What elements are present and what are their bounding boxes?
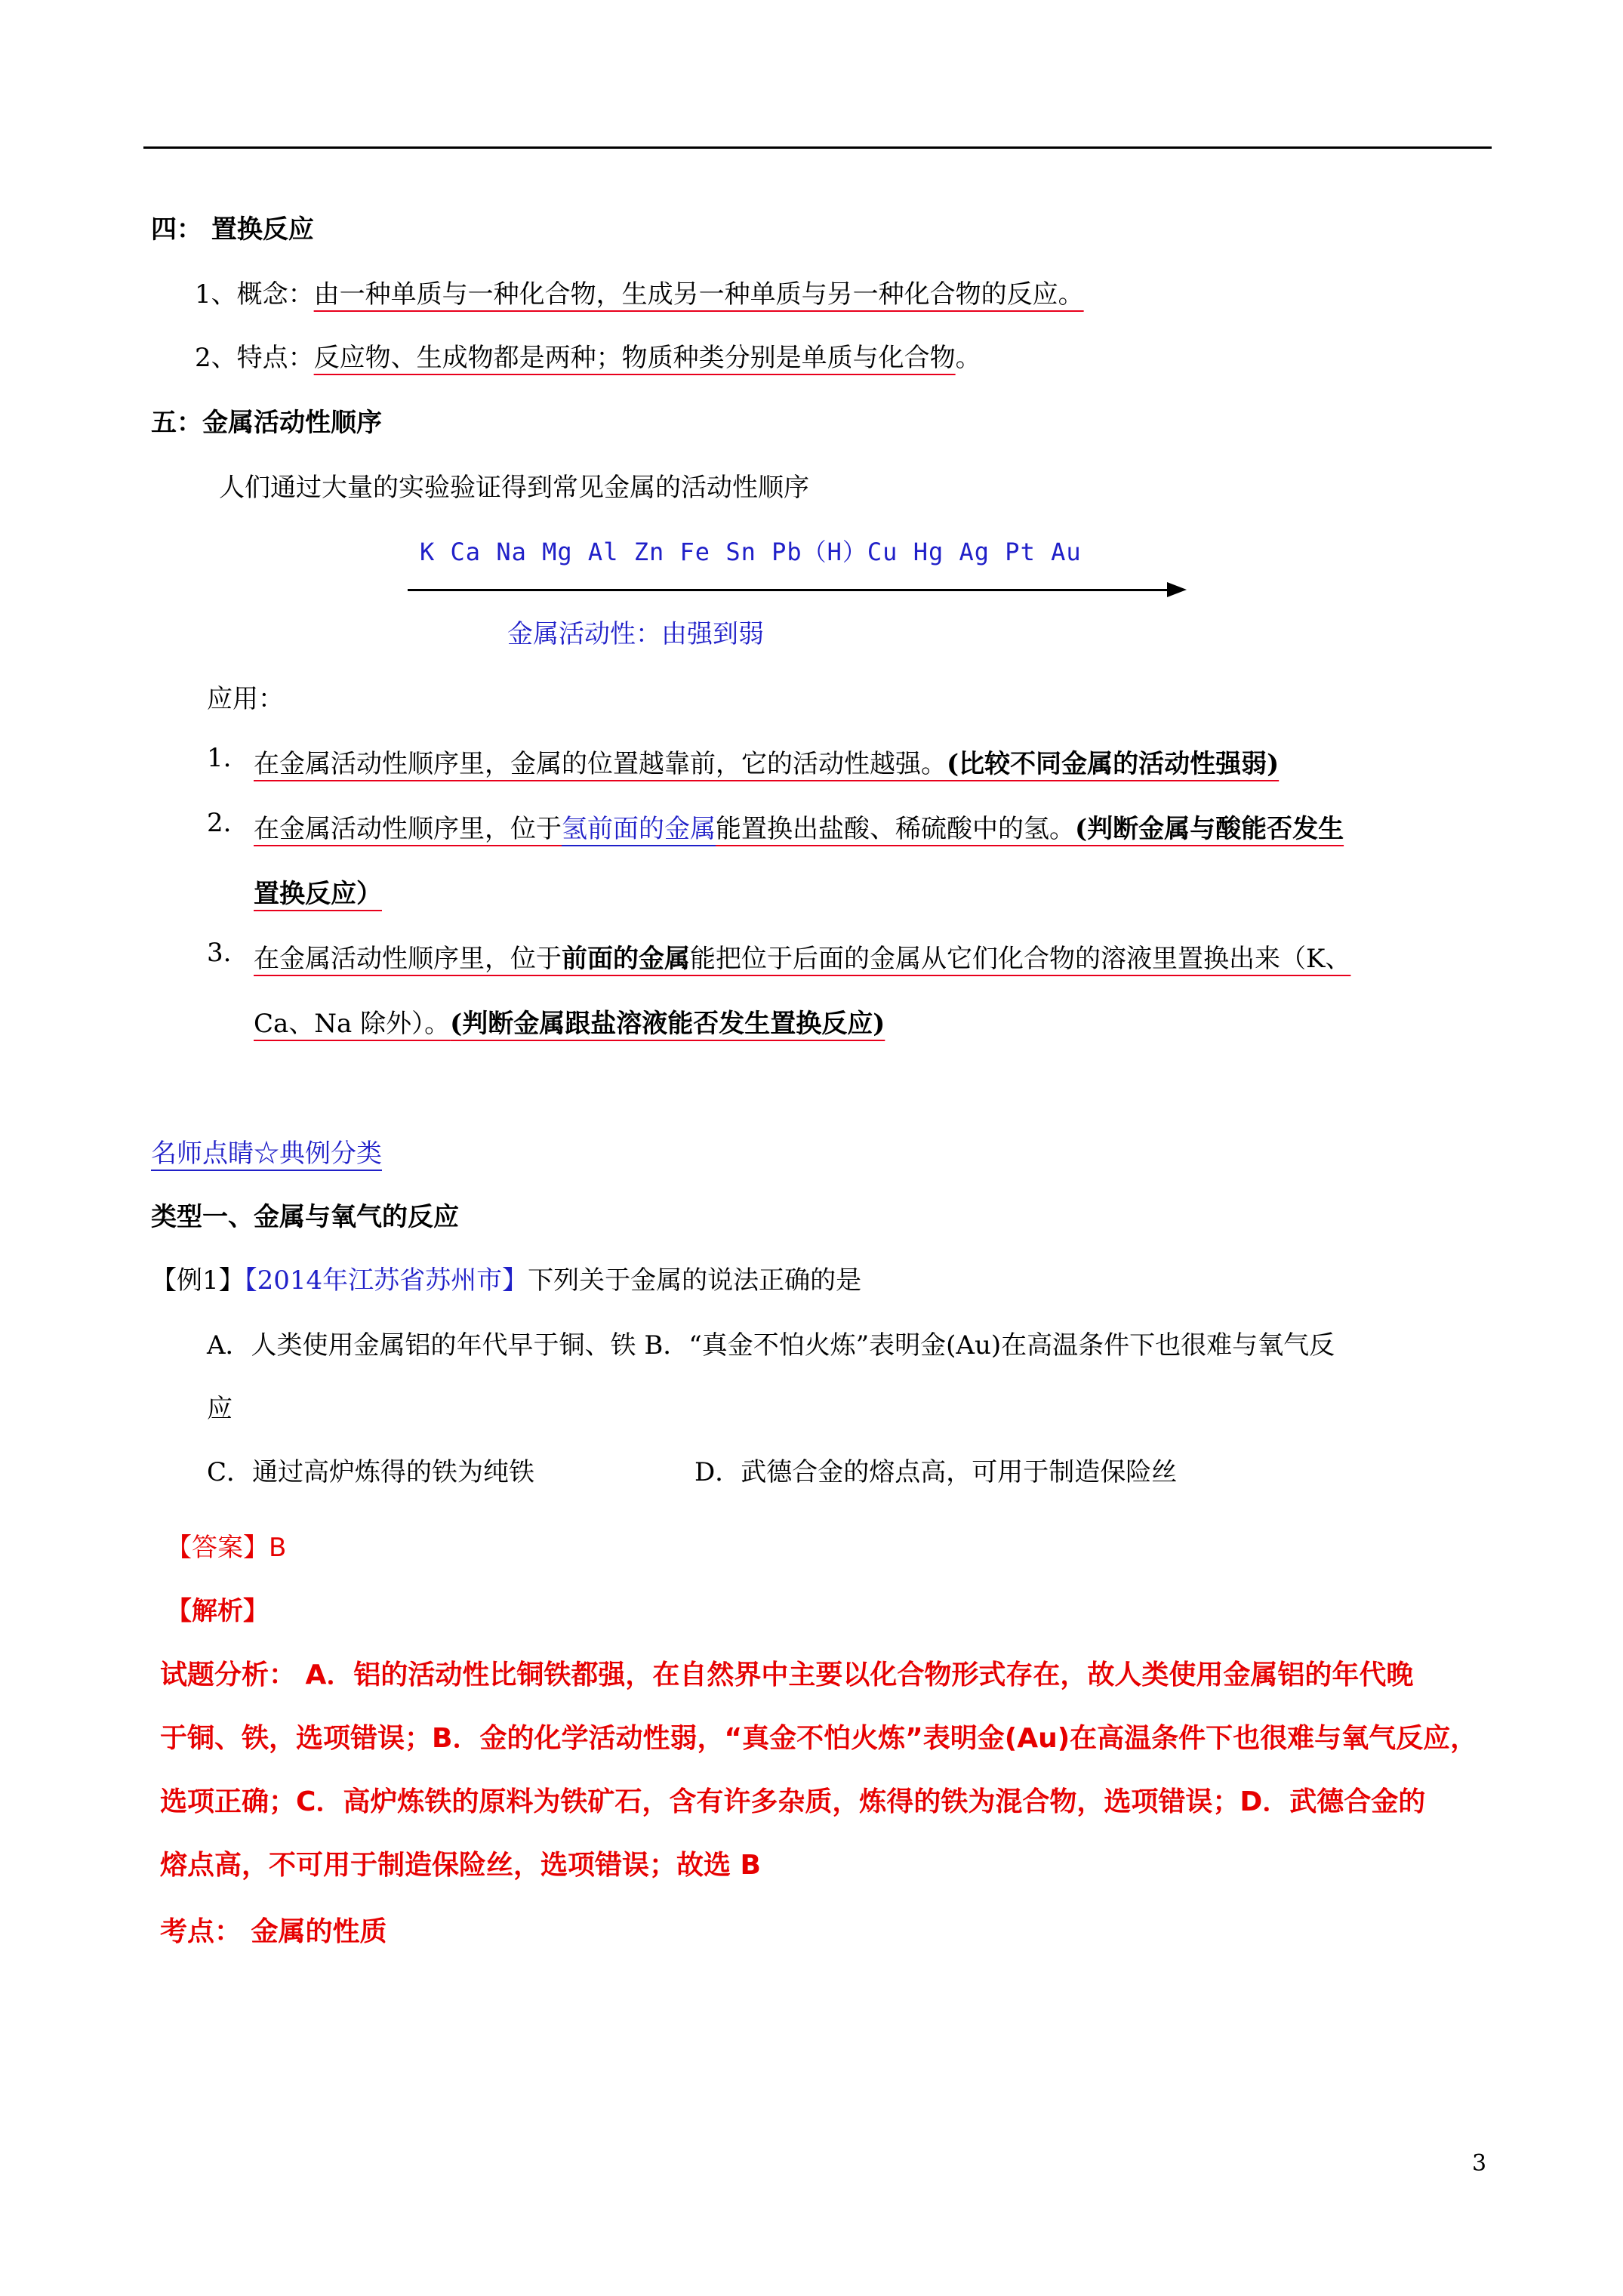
app-2-number: 2.: [207, 808, 232, 838]
analysis-label: 【解析】: [166, 1596, 269, 1626]
section4-title: 四： 置换反应: [151, 214, 314, 245]
app-2-bold-b: 置换反应）: [254, 879, 382, 909]
app-2-body-a: 在金属活动性顺序里，位于: [254, 814, 562, 844]
app-1-body: 在金属活动性顺序里，金属的位置越靠前，它的活动性越强。: [254, 749, 947, 779]
app-2-link[interactable]: 氢前面的金属: [562, 814, 716, 844]
app-3-body-b: 能把位于后面的金属从它们化合物的溶液里置换出来（K、: [690, 944, 1351, 974]
section5-title: 五：金属活动性顺序: [151, 408, 382, 438]
app-3-body-a: 在金属活动性顺序里，位于: [254, 944, 562, 974]
answer-label: 【答案】B: [166, 1533, 287, 1563]
analysis-line-2: 于铜、铁，选项错误；B．金的化学活动性弱，“真金不怕火炼”表明金(Au)在高温条件下也很难与氧气反应，: [160, 1723, 1478, 1754]
app-3-bold-end: (判断金属跟盐溶液能否发生置换反应): [450, 1009, 885, 1039]
page-number: 3: [1472, 2150, 1487, 2177]
example-source: 【2014年江苏省苏州市】: [244, 1265, 528, 1296]
section4-item2: [195, 337, 981, 374]
app-3-text-line2: [254, 1003, 885, 1040]
option-d: D．武德合金的熔点高，可用于制造保险丝: [694, 1457, 1178, 1487]
header-rule: [143, 146, 1492, 149]
activity-arrow-line: [408, 589, 1169, 591]
app-3-number: 3.: [207, 938, 232, 968]
app-2-bold-a: (判断金属与酸能否发生: [1075, 814, 1344, 844]
section4-item2-body: 反应物、生成物都是两种；物质种类分别是单质与化合物: [313, 343, 956, 373]
analysis-line-4: 熔点高，不可用于制造保险丝，选项错误；故选 B: [160, 1850, 761, 1881]
app-3-body-c: Ca、Na 除外）。: [254, 1009, 451, 1039]
section5-intro: 人们通过大量的实验验证得到常见金属的活动性顺序: [219, 473, 809, 503]
example-question: 下列关于金属的说法正确的是: [528, 1265, 862, 1296]
app-1-text: [254, 743, 1279, 780]
arrow-right-icon: [1167, 582, 1187, 597]
section4-item1-body: 由一种单质与一种化合物，生成另一种单质与另一种化合物的反应。: [313, 279, 1084, 310]
app-1-bold: (比较不同金属的活动性强弱): [947, 749, 1280, 779]
option-c: C．通过高炉炼得的铁为纯铁: [207, 1457, 535, 1487]
option-a-b-line: [207, 1324, 1335, 1361]
app-2-body-b: 能置换出盐酸、稀硫酸中的氢。: [716, 814, 1075, 844]
app-3-text-line1: [254, 938, 1350, 975]
section4-item2-end: 。: [955, 343, 981, 373]
section4-item2-prefix: 2、特点：: [195, 343, 314, 373]
section4-item1-prefix: 1、概念：: [195, 279, 314, 310]
arrow-label: 金属活动性：由强到弱: [507, 619, 764, 649]
option-a: A．人类使用金属铝的年代早于铜、铁: [207, 1330, 636, 1361]
metal-activity-series: K Ca Na Mg Al Zn Fe Sn Pb（H）Cu Hg Ag Pt Au: [420, 538, 1082, 566]
example-1: [151, 1259, 861, 1296]
option-b-cont: 应: [207, 1394, 233, 1424]
teacher-tips-link[interactable]: 名师点睛☆典例分类: [151, 1139, 382, 1169]
kaodian: 考点： 金属的性质: [160, 1916, 387, 1947]
example-prefix: 【例1】: [151, 1265, 245, 1296]
type-title: 类型一、金属与氧气的反应: [151, 1202, 459, 1232]
analysis-line-3: 选项正确；C．高炉炼铁的原料为铁矿石，含有许多杂质，炼得的铁为混合物，选项错误；D．武德合金的: [160, 1786, 1426, 1817]
analysis-line-1: 试题分析： A．铝的活动性比铜铁都强，在自然界中主要以化合物形式存在，故人类使用金属铝的年代晚: [160, 1660, 1414, 1690]
app-1-number: 1.: [207, 743, 232, 773]
section4-item1: [195, 273, 1084, 310]
app-3-bold-mid: 前面的金属: [562, 944, 690, 974]
applications-title: 应用：: [207, 684, 284, 714]
app-2-text-line1: [254, 808, 1344, 845]
option-b: B．“真金不怕火炼”表明金(Au)在高温条件下也很难与氧气反: [644, 1330, 1335, 1361]
